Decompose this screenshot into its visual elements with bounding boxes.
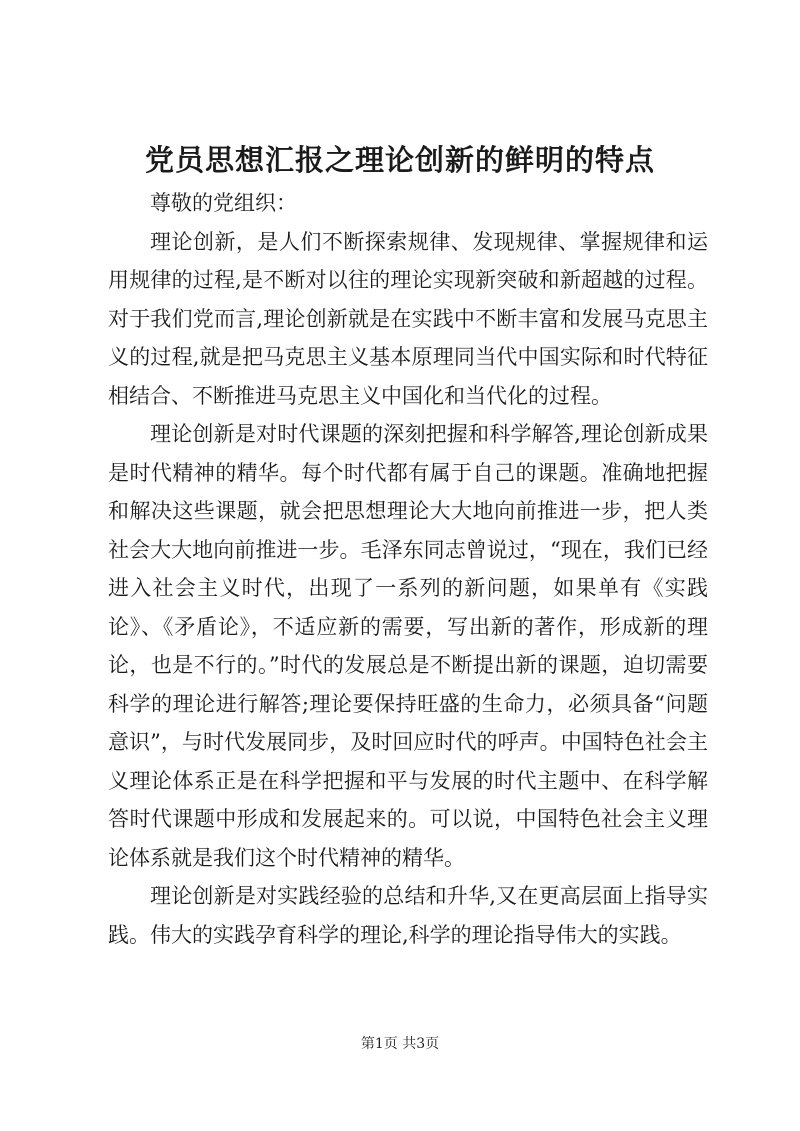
paragraph-2: 理论创新是对时代课题的深刻把握和科学解答,理论创新成果是时代精神的精华。每个时代都有属于自己的课题。准确地把握和解决这些课题，就会把思想理论大大地向前推进一步，把人类社会大大地向前推进一步。毛泽东同志曾说过，“现在，我们已经进入社会主义时代，出现了一系列的新问题，如果单有《实践论》、《矛盾论》，不适应新的需要，写出新的著作，形成新的理论，也是不行的。”时代的发展总是不断提出新的课题，迫切需要科学的理论进行解答;理论要保持旺盛的生命力，必须具备“问题意识”，与时代发展同步，及时回应时代的呼声。中国特色社会主义理论体系正是在科学把握和平与发展的时代主题中、在科学解答时代课题中形成和发展起来的。可以说，中国特色社会主义理论体系就是我们这个时代精神的精华。 <box>108 422 708 870</box>
salutation: 尊敬的党组织： <box>150 191 297 215</box>
page-number: 第1页 共3页 <box>360 1036 440 1052</box>
page-footer <box>0 1034 800 1054</box>
document-title: 党员思想汇报之理论创新的鲜明的特点 <box>144 143 655 177</box>
document-body <box>108 184 708 954</box>
paragraph-1: 理论创新，是人们不断探索规律、发现规律、掌握规律和运用规律的过程,是不断对以往的理论实现新突破和新超越的过程。对于我们党而言,理论创新就是在实践中不断丰富和发展马克思主义的过程,就是把马克思主义基本原理同当代中国实际和时代特征相结合、不断推进马克思主义中国化和当代化的过程。 <box>108 229 708 408</box>
paragraph-3: 理论创新是对实践经验的总结和升华,又在更高层面上指导实践。伟大的实践孕育科学的理论,科学的理论指导伟大的实践。 <box>108 884 708 947</box>
